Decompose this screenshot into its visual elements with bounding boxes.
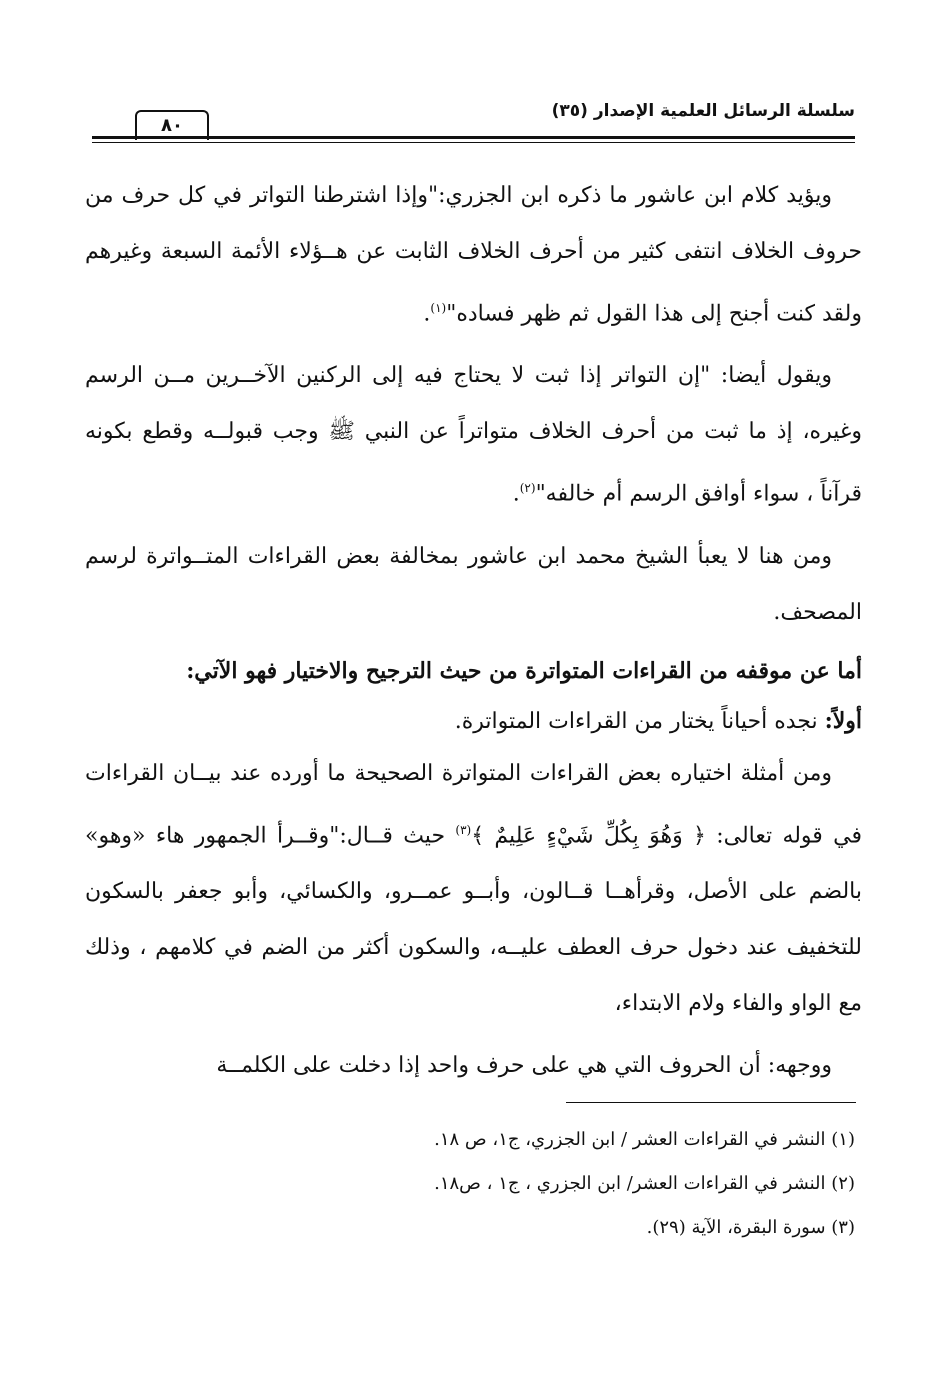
footnote-ref-2: (٢): [519, 481, 536, 496]
first-point-label: أولاً:: [824, 707, 862, 734]
paragraph-4: ومن أمثلة اختياره بعض القراءات المتواترة الصحيحة ما أورده عند بيــان القراءات في قوله تعالى: ﴿ وَهُوَ بِكُلِّ شَيْءٍ عَلِيمٌ ﴾$^{(٣)}$ حيث قــال:"وقــرأ الجمهور هاء «وهو» بالضم على الأصل، وقرأهــا قــالون، وأبــو عمــرو، والكسائي، وأبو جعفر بالسكون للتخفيف عند دخول حرف العطف عليــه، والسكون أكثر من الضم في كلامهم ، وذلك مع الواو والفاء ولام الابتداء،: [85, 760, 862, 1016]
first-point: أولاً: نجده أحياناً يختار من القراءات المتواترة.: [454, 707, 862, 734]
paragraph-1: ويؤيد كلام ابن عاشور ما ذكره ابن الجزري:"وإذا اشترطنا التواتر في كل حرف من حروف الخلاف انتفى كثير من أحرف الخلاف الثابت عن هــؤلاء الأئمة السبعة وغيرهم ولقد كنت أجنح إلى هذا القول ثم ظهر فساده"$^{(١)}$.: [85, 183, 862, 327]
paragraph-5: ووجهه: أن الحروف التي هي على حرف واحد إذا دخلت على الكلمــة: [216, 1052, 832, 1078]
paragraph-3: ومن هنا لا يعبأ الشيخ محمد ابن عاشور بمخالفة بعض القراءات المتــواترة لرسم المصحف.: [85, 543, 862, 625]
paragraph-2: ويقول أيضا: "إن التواتر إذا ثبت لا يحتاج فيه إلى الركنين الآخــرين مــن الرسم وغيره، إذ ما ثبت من أحرف الخلاف متواتراً عن النبي ﷺ وجب قبولــه وقطع بكونه قرآناً ، سواء أوافق الرسم أم خالفه"$^{(٢)}$.: [85, 363, 862, 507]
footnote-ref-3: (٣): [455, 822, 472, 837]
footnote-1: (١) النشر في القراءات العشر / ابن الجزري، ج١، ص ١٨.: [434, 1129, 855, 1150]
series-title: سلسلة الرسائل العلمية الإصدار (٣٥): [551, 101, 855, 121]
header-rule-thin: [92, 142, 855, 143]
body-text: [85, 168, 862, 1094]
footnote-2: (٢) النشر في القراءات العشر/ ابن الجزري ، ج١ ، ص١٨.: [434, 1173, 855, 1194]
footnote-ref-1: (١): [430, 301, 447, 315]
footnote-3: (٣) سورة البقرة، الآية (٢٩).: [646, 1217, 855, 1238]
footnote-divider: [566, 1102, 856, 1103]
footnotes: [255, 1118, 855, 1250]
page-number: ٨٠: [135, 110, 209, 140]
section-heading: أما عن موقفه من القراءات المتواترة من حيث الترجيح والاختيار فهو الآتي:: [186, 657, 862, 684]
header-rule-thick: [92, 136, 855, 139]
